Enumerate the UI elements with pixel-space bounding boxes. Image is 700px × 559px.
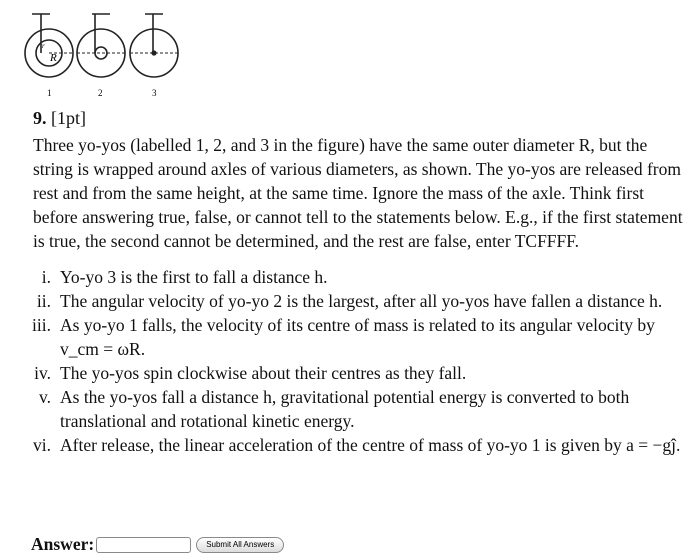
statement-text: Yo-yo 3 is the first to fall a distance h.	[60, 267, 328, 287]
question-body: Three yo-yos (labelled 1, 2, and 3 in the figure) have the same outer diameter R, but the string is wrapped around axles of various diameters, as shown. The yo-yos are released from rest and from the same height, at the same time. Ignore the mass of the axle. Think first before answering true, false, or cannot tell to the statements below. E.g., if the first statement is true, the second cannot be determined, and the rest are false, enter TCFFFF.	[33, 135, 683, 251]
yoyo-label-2: 2	[98, 88, 103, 98]
statement-item	[33, 289, 693, 313]
statement-item	[33, 265, 693, 289]
question-header	[33, 108, 86, 129]
yoyo-label-1: 1	[47, 88, 52, 98]
statement-number: vi.	[33, 435, 51, 455]
yoyo-label-3: 3	[152, 88, 157, 98]
question-points: [1pt]	[51, 108, 86, 128]
answer-row	[31, 534, 284, 555]
small-radius-label: r	[42, 42, 45, 50]
answer-input[interactable]	[96, 537, 191, 553]
statement-item	[33, 433, 693, 457]
statement-number: ii.	[36, 291, 51, 311]
submit-all-answers-button[interactable]: Submit All Answers	[196, 537, 284, 553]
yoyo-figure	[20, 8, 190, 98]
question-number: 9.	[33, 108, 47, 128]
statement-number: iv.	[34, 363, 51, 383]
statement-text: As yo-yo 1 falls, the velocity of its centre of mass is related to its angular velocity by v_cm = ωR.	[60, 315, 655, 359]
answer-label: Answer:	[31, 534, 95, 554]
statement-list	[33, 265, 693, 457]
statement-number: i.	[41, 267, 51, 287]
statement-text: After release, the linear acceleration of the centre of mass of yo-yo 1 is given by a = −gĵ.	[60, 435, 681, 455]
statement-item	[33, 313, 693, 361]
statement-item	[33, 385, 693, 433]
statement-item	[33, 361, 693, 385]
statement-text: The yo-yos spin clockwise about their centres as they fall.	[60, 363, 467, 383]
statement-text: The angular velocity of yo-yo 2 is the largest, after all yo-yos have fallen a distance h.	[60, 291, 663, 311]
statement-number: v.	[39, 387, 51, 407]
radius-label: R	[50, 52, 57, 64]
statement-text: As the yo-yos fall a distance h, gravitational potential energy is converted to both translational and rotational kinetic energy.	[60, 387, 630, 431]
statement-number: iii.	[32, 315, 51, 335]
